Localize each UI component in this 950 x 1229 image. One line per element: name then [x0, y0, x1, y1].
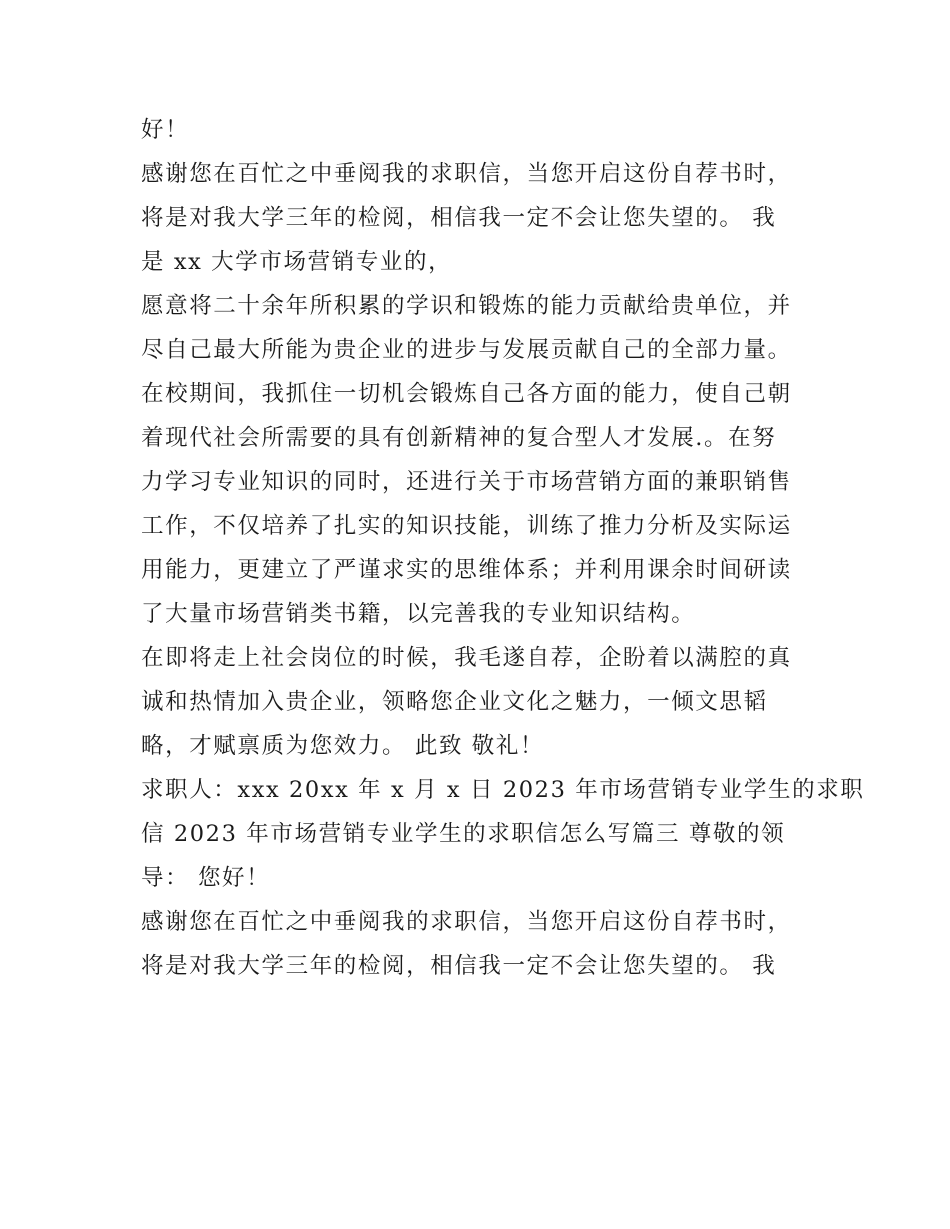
text-line: 愿意将二十余年所积累的学识和锻炼的能力贡献给贵单位，并 [141, 293, 792, 319]
text-line: 将是对我大学三年的检阅，相信我一定不会让您失望的。 我 [141, 953, 777, 979]
text-line: 将是对我大学三年的检阅，相信我一定不会让您失望的。 我 [141, 205, 777, 231]
text-line: 求职人：xxx 20xx 年 x 月 x 日 2023 年市场营销专业学生的求职 [141, 777, 865, 803]
text-line: 尽自己最大所能为贵企业的进步与发展贡献自己的全部力量。 [141, 337, 792, 363]
text-line: 信 2023 年市场营销专业学生的求职信怎么写篇三 尊敬的领 [141, 821, 786, 847]
letter-body [141, 108, 865, 988]
text-line: 是 xx 大学市场营销专业的， [141, 249, 453, 275]
text-line: 诚和热情加入贵企业，领略您企业文化之魅力，一倾文思韬 [141, 689, 768, 715]
text-line: 感谢您在百忙之中垂阅我的求职信，当您开启这份自荐书时， [141, 909, 792, 935]
text-line: 着现代社会所需要的具有创新精神的复合型人才发展.。在努 [141, 425, 777, 451]
text-line: 工作，不仅培养了扎实的知识技能，训练了推力分析及实际运 [141, 513, 792, 539]
text-line: 在校期间，我抓住一切机会锻炼自己各方面的能力，使自己朝 [141, 381, 792, 407]
text-line: 略，才赋禀质为您效力。 此致 敬礼！ [141, 733, 545, 759]
text-line: 了大量市场营销类书籍，以完善我的专业知识结构。 [141, 601, 696, 627]
text-line: 用能力，更建立了严谨求实的思维体系；并利用课余时间研读 [141, 557, 792, 583]
text-line: 力学习专业知识的同时，还进行关于市场营销方面的兼职销售 [141, 469, 792, 495]
text-line: 感谢您在百忙之中垂阅我的求职信，当您开启这份自荐书时， [141, 161, 792, 187]
text-line: 好！ [141, 117, 190, 143]
text-line: 导： 您好！ [141, 865, 271, 891]
text-line: 在即将走上社会岗位的时候，我毛遂自荐，企盼着以满腔的真 [141, 645, 792, 671]
